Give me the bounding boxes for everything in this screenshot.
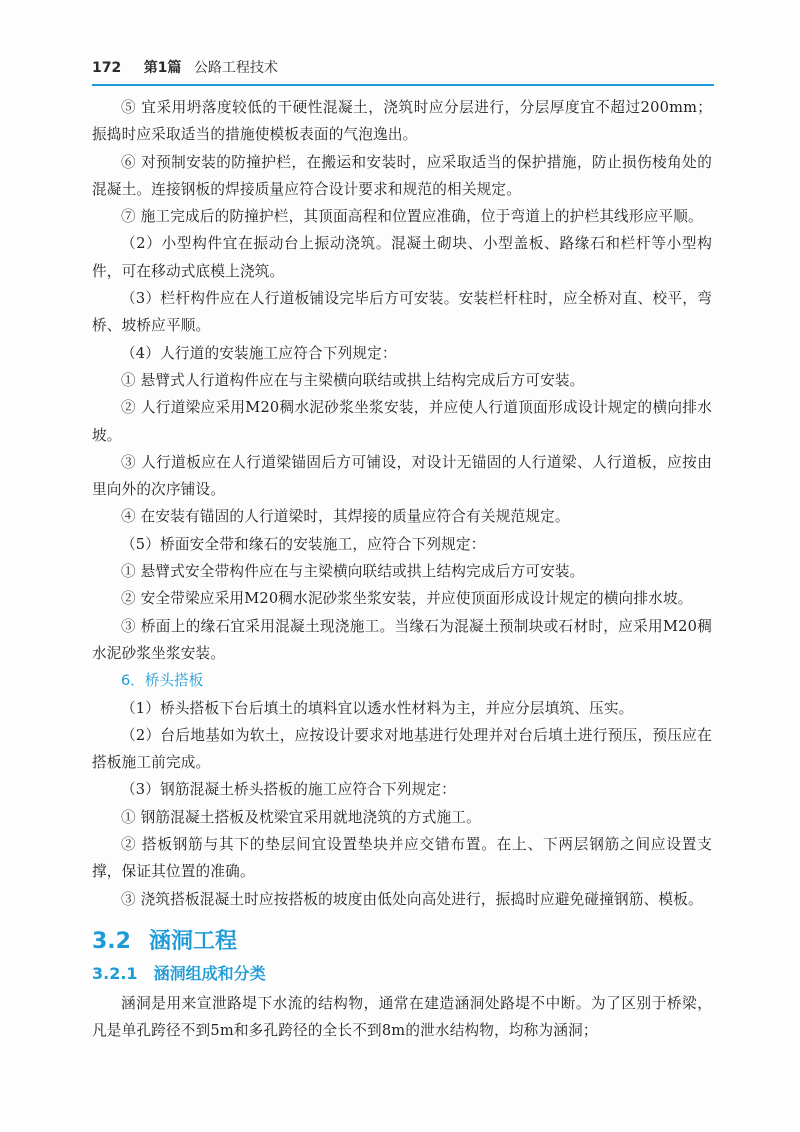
- paragraph: ② 人行道梁应采用M20稠水泥砂浆坐浆安装，并应使人行道顶面形成设计规定的横向排水坡。: [92, 399, 712, 444]
- subsection-title: [92, 961, 266, 987]
- paragraph: ① 钢筋混凝土搭板及枕梁宜采用就地浇筑的方式施工。: [121, 808, 481, 826]
- section-title-text: 涵洞工程: [148, 929, 237, 954]
- paragraph: （4）人行道的安装施工应符合下列规定：: [121, 344, 397, 362]
- page-number: 172: [92, 60, 122, 76]
- paragraph: ① 悬臂式人行道构件应在与主梁横向联结或拱上结构完成后方可安装。: [121, 371, 585, 389]
- paragraph: （3）钢筋混凝土桥头搭板的施工应符合下列规定：: [121, 781, 456, 799]
- paragraph: （1）桥头搭板下台后填土的填料宜以透水性材料为主，并应分层填筑、压实。: [121, 699, 634, 717]
- paragraph: （3）栏杆构件应在人行道板铺设完毕后方可安装。安装栏杆柱时，应全桥对直、校平，弯桥、坡桥应平顺。: [92, 290, 712, 335]
- paragraph: ⑤ 宜采用坍落度较低的干硬性混凝土，浇筑时应分层进行，分层厚度宜不超过200mm；振捣时应采取适当的措施使模板表面的气泡逸出。: [92, 99, 712, 144]
- running-header: [92, 58, 712, 82]
- section-title: [92, 925, 237, 959]
- paragraph: （5）桥面安全带和缘石的安装施工，应符合下列规定：: [121, 535, 486, 553]
- paragraph: ② 搭板钢筋与其下的垫层间宜设置垫块并应交错布置。在上、下两层钢筋之间应设置支撑，保证其位置的准确。: [92, 836, 712, 881]
- paragraph: ⑦ 施工完成后的防撞护栏，其顶面高程和位置应准确，位于弯道上的护栏其线形应平顺。: [121, 208, 703, 226]
- paragraph: ④ 在安装有锚固的人行道梁时，其焊接的质量应符合有关规范规定。: [121, 508, 570, 526]
- part-title: 公路工程技术: [193, 60, 278, 76]
- part-label: 第1篇: [143, 60, 182, 76]
- paragraph: （2）小型构件宜在振动台上振动浇筑。混凝土砌块、小型盖板、路缘石和栏杆等小型构件，可在移动式底模上浇筑。: [92, 235, 712, 280]
- paragraph: ② 安全带梁应采用M20稠水泥砂浆坐浆安装，并应使顶面形成设计规定的横向排水坡。: [121, 590, 693, 608]
- subsection-number: 3.2.1: [92, 964, 138, 983]
- paragraph: ③ 浇筑搭板混凝土时应按搭板的坡度由低处向高处进行，振捣时应避免碰撞钢筋、模板。: [121, 890, 703, 908]
- paragraph: （2）台后地基如为软土，应按设计要求对地基进行处理并对台后填土进行预压，预压应在搭板施工前完成。: [92, 726, 712, 772]
- paragraph: ① 悬臂式安全带构件应在与主梁横向联结或拱上结构完成后方可安装。: [121, 563, 585, 581]
- paragraph: 涵洞是用来宣泄路堤下水流的结构物，通常在建造涵洞处路堤不中断。为了区别于桥梁，凡是单孔跨径不到5m和多孔跨径的全长不到8m的泄水结构物，均称为涵洞；: [92, 995, 712, 1040]
- sub-heading-bridge-approach-slab: 6．桥头搭板: [121, 672, 204, 690]
- section-body: [92, 990, 712, 1045]
- section-number: 3.2: [92, 929, 131, 954]
- paragraph: ③ 桥面上的缘石宜采用混凝土现浇施工。当缘石为混凝土预制块或石材时，应采用M20稠水泥砂浆坐浆安装。: [92, 617, 712, 662]
- header-rule: [92, 84, 714, 86]
- paragraph: ⑥ 对预制安装的防撞护栏，在搬运和安装时，应采取适当的保护措施，防止损伤棱角处的混凝土。连接钢板的焊接质量应符合设计要求和规范的相关规定。: [92, 153, 712, 198]
- body-text: [92, 94, 712, 913]
- subsection-title-text: 涵洞组成和分类: [153, 964, 266, 983]
- paragraph: ③ 人行道板应在人行道梁锚固后方可铺设，对设计无锚固的人行道梁、人行道板，应按由里向外的次序铺设。: [92, 453, 712, 499]
